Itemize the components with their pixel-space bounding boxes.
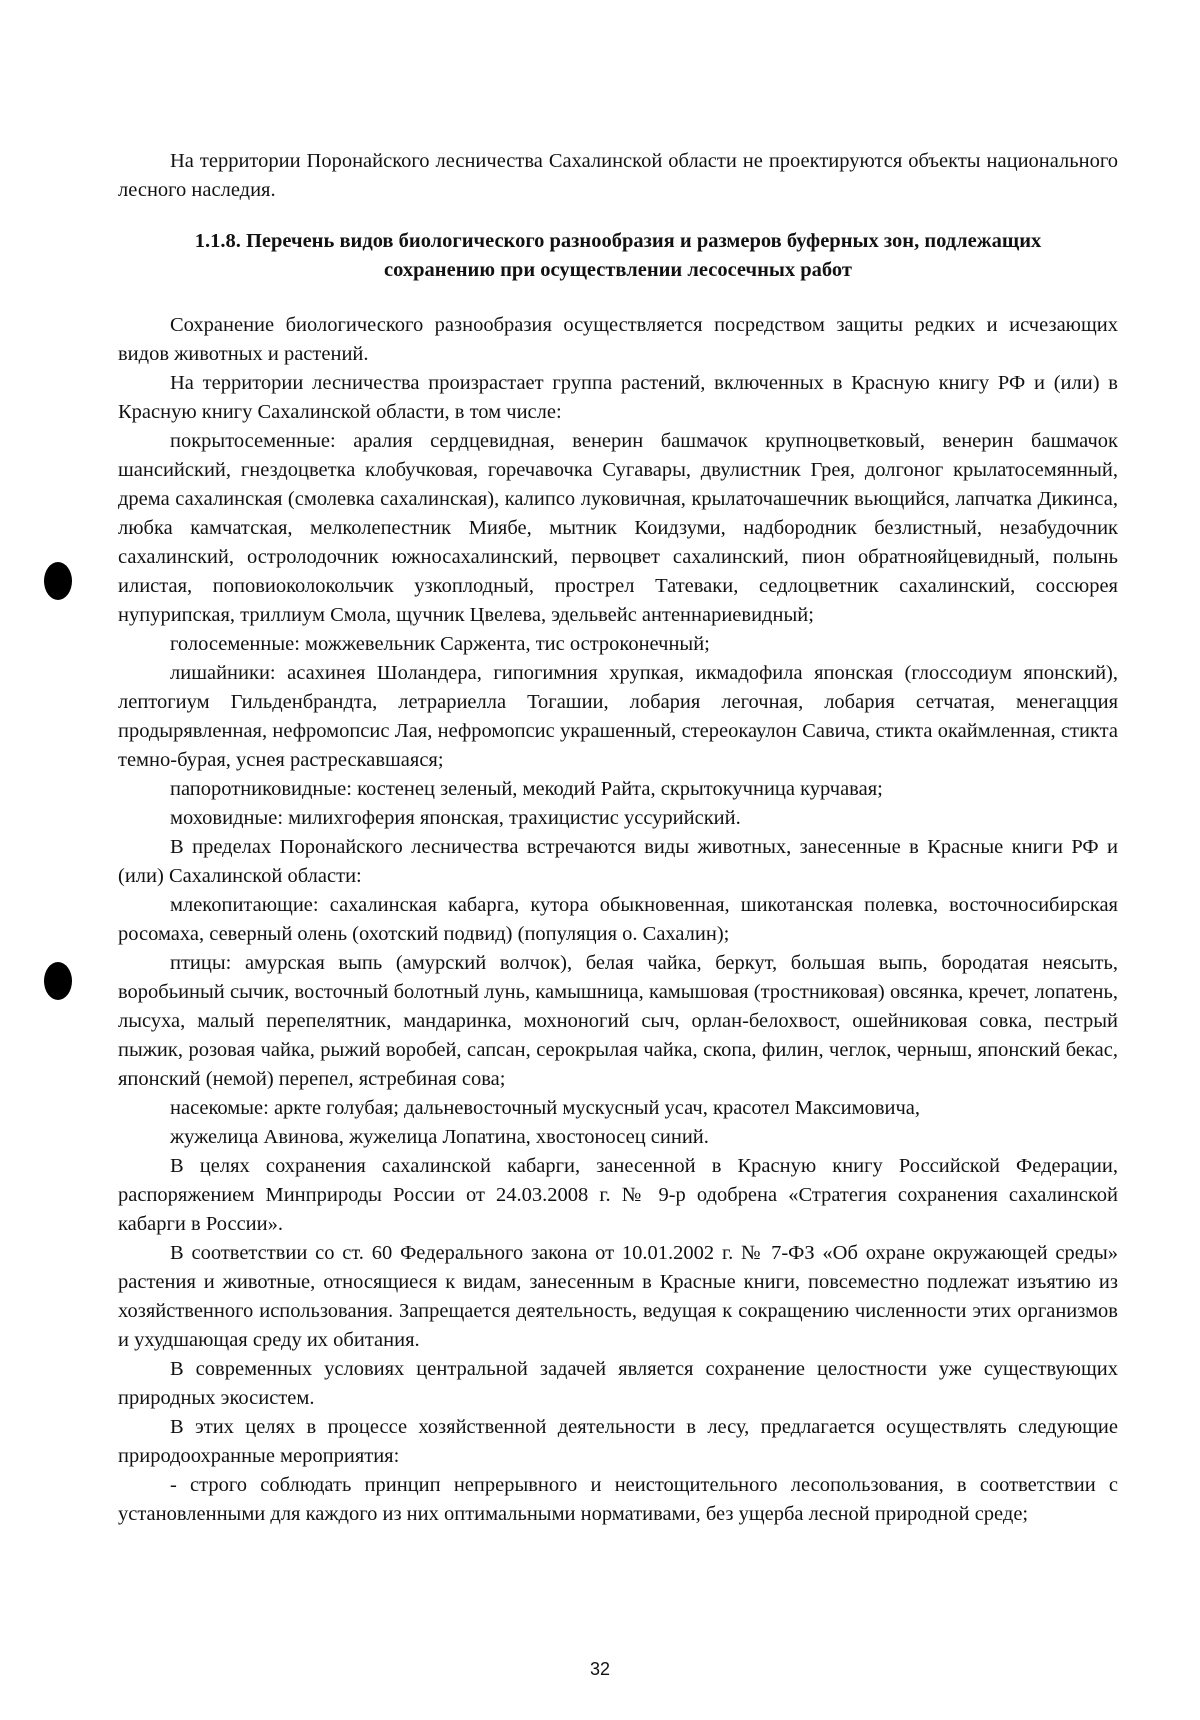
intro-paragraph: На территории Поронайского лесничества Сахалинской области не проектируются объекты национального лесного наследия. (118, 150, 1118, 201)
punch-hole-top (44, 562, 72, 600)
paragraph: В пределах Поронайского лесничества встречаются виды животных, занесенные в Красные книги РФ и (или) Сахалинской области: (118, 836, 1118, 887)
paragraph: папоротниковидные: костенец зеленый, мекодий Райта, скрытокучница курчавая; (170, 778, 883, 800)
paragraph: На территории лесничества произрастает группа растений, включенных в Красную книгу РФ и (или) в Красную книгу Сахалинской области, в том числе: (118, 372, 1118, 423)
paragraph: В целях сохранения сахалинской кабарги, занесенной в Красную книгу Российской Федерации, распоряжением Минприроды России от 24.03.2008 г. № 9-р одобрена «Стратегия сохранения сахалинской кабарги в России». (118, 1155, 1118, 1235)
paragraph: - строго соблюдать принцип непрерывного и неистощительного лесопользования, в соответствии с установленными для каждого из них оптимальными нормативами, без ущерба лесной природной среде; (118, 1474, 1118, 1525)
paragraph: В этих целях в процессе хозяйственной деятельности в лесу, предлагается осуществлять следующие природоохранные мероприятия: (118, 1416, 1118, 1467)
paragraph: В соответствии со ст. 60 Федерального закона от 10.01.2002 г. № 7-ФЗ «Об охране окружающей среды» растения и животные, относящиеся к видам, занесенным в Красные книги, повсеместно подлежат изъятию из хозяйственного использования. Запрещается деятельность, ведущая к сокращению численности этих организмов и ухудшающая среду их обитания. (118, 1242, 1118, 1351)
body-text (118, 311, 1118, 1529)
paragraph: голосеменные: можжевельник Саржента, тис остроконечный; (170, 633, 710, 655)
section-heading: 1.1.8. Перечень видов биологического разнообразия и размеров буферных зон, подлежащих сохранению при осуществлении лесосечных работ (194, 230, 1042, 281)
paragraph: моховидные: милихгоферия японская, трахицистис уссурийский. (170, 807, 741, 829)
paragraph: насекомые: аркте голубая; дальневосточный мускусный усач, красотел Максимовича, (170, 1097, 921, 1119)
punch-hole-bottom (44, 962, 72, 1000)
page-number: 32 (589, 1659, 611, 1679)
paragraph: покрытосеменные: аралия сердцевидная, венерин башмачок крупноцветковый, венерин башмачок шансийский, гнездоцветка клобучковая, горечавочка Сугавары, двулистник Грея, долгоног крылатосемянный, дрема сахалинская (смолевка сахалинская), калипсо луковичная, крылаточашечник вьющийся, лапчатка Дикинса, любка камчатская, мелколепестник Миябе, мытник Коидзуми, надбородник безлистный, незабудочник сахалинский, остролодочник южносахалинский, первоцвет сахалинский, пион обратнояйцевидный, полынь илистая, поповиоколокольчик узкоплодный, прострел Татеваки, седлоцветник сахалинский, соссюрея нупурипская, триллиум Смола, щучник Цвелева, эдельвейс антеннариевидный; (118, 430, 1118, 626)
document-page (118, 147, 1118, 1529)
paragraph: птицы: амурская выпь (амурский волчок), белая чайка, беркут, большая выпь, бородатая неясыть, воробьиный сычик, восточный болотный лунь, камышница, камышовая (тростниковая) овсянка, кречет, лопатень, лысуха, малый перепелятник, мандаринка, мохноногий сыч, орлан-белохвост, ошейниковая совка, пестрый пыжик, розовая чайка, рыжий воробей, сапсан, серокрылая чайка, скопа, филин, чеглок, черныш, японский бекас, японский (немой) перепел, ястребиная сова; (118, 952, 1118, 1090)
paragraph: жужелица Авинова, жужелица Лопатина, хвостоносец синий. (170, 1126, 709, 1148)
paragraph: Сохранение биологического разнообразия осуществляется посредством защиты редких и исчезающих видов животных и растений. (118, 314, 1118, 365)
paragraph: В современных условиях центральной задачей является сохранение целостности уже существующих природных экосистем. (118, 1358, 1118, 1409)
paragraph: лишайники: асахинея Шоландера, гипогимния хрупкая, икмадофила японская (глоссодиум японский), лептогиум Гильденбрандта, летрариелла Тогашии, лобария легочная, лобария сетчатая, менегацция продырявленная, нефромопсис Лая, нефромопсис украшенный, стереокаулон Савича, стикта окаймленная, стикта темно-бурая, уснея растрескавшаяся; (118, 662, 1118, 771)
paragraph: млекопитающие: сахалинская кабарга, кутора обыкновенная, шикотанская полевка, восточносибирская росомаха, северный олень (охотский подвид) (популяция о. Сахалин); (118, 894, 1118, 945)
